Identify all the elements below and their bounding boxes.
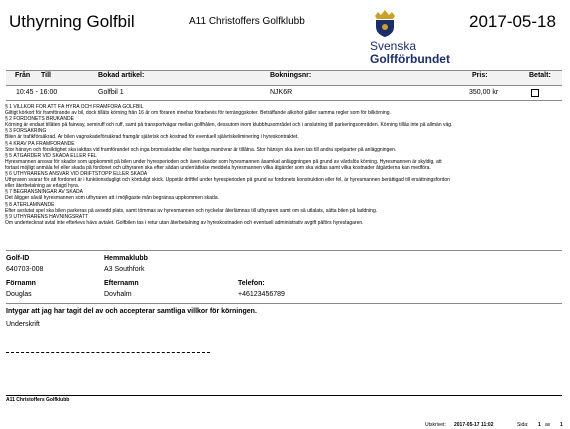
paid-checkbox[interactable] [531,89,539,97]
svenska-golfforbundet-logo [370,10,452,74]
footer-rule [6,395,562,396]
first-name-label: Förnamn [6,280,36,287]
terms-line: § 2 FORDONETS BRUKANDE [5,116,74,123]
col-article: Bokad artikel: [98,72,145,79]
home-club-value: A3 Southfork [104,266,145,273]
first-name-value: Douglas [6,291,32,298]
footer-club-name: A11 Christoffers Golfklubb [6,397,70,403]
logo-line-1: Svenska [370,39,417,53]
printed-timestamp: 2017-05-17 11:02 [454,422,494,428]
phone-label: Telefon: [238,280,265,287]
document-title: Uthyrning Golfbil [9,12,135,31]
booking-number: NJK6R [270,89,293,96]
terms-line: fortast möjligt anmäla fel eller skada på fordonet och uthyraren ska efter sådan underrättelse meddela hyresmannen vilka åtgärder som ska vidtas samt vilka kostnader åtgärderna kan medföra. [5,164,431,171]
golf-id-value: 640703-008 [6,266,44,273]
booking-price: 350,00 kr [469,89,499,96]
page-label: Sida: [517,422,529,428]
terms-line: Körning är endast tillåten på fairway, semiruff och ruff, samt på transportvägar mellan golfhålen, dessutom inom klubbhusområdet och i anslutning till parkeringsområden. Körning tillås inte på allmän väg. [5,122,453,129]
terms-line: § 5 ÅTGÄRDER VID SKADA ELLER FEL [5,152,97,159]
booking-article: Golfbil 1 [98,89,124,96]
club-name: A11 Christoffers Golfklubb [189,16,305,27]
terms-line: § 4 KRAV PÅ FRAMFÖRANDE [5,140,75,147]
terms-line: Hyresmannen ansvar för skador som uppkommit på bilen under hyresperioden och även skador som hyresmannen åsamkat anläggningen på grund av vårdslös körning. Hyresmannen är skyldig, att [5,158,442,165]
page-total: 1 [560,422,563,428]
terms-line: Giltigt körkort för framförande av bil, dock tillåts körning från 16 år om föraren innehar förarbevis för terränggskoter. Beträffande alkohol gäller samma regler som för bilkörning. [5,110,391,117]
terms-line: Uthyraren svarar för att fordonet är i funktionsdugligt och körduligt skick. Uppstår driftfel under hyresperioden på grund av fordonets konstruktion eller fel, är hyresmannen berättigad till ersättningsfordon [5,177,450,184]
logo-line-2: Golfförbundet [370,52,450,66]
terms-line: § 8 ÅTERLÄMNANDE [5,201,55,208]
logo-text [370,40,450,66]
last-name-value: Dovhalm [104,291,132,298]
divider [6,250,562,251]
divider [6,303,562,304]
terms-line: § 6 UTHYRARENS ANSVAR VID DRIFTSTOPP ELLER SKADA [5,171,148,178]
terms-section [5,104,565,226]
phone-value: +46123456789 [238,291,285,298]
golf-id-label: Golf-ID [6,255,30,262]
document-date: 2017-05-18 [469,12,556,31]
col-to: Till [41,72,51,79]
terms-line: Det åligger såväl hyresmannen som uthyraren att i möjligaste mån begränsa uppkommen skada. [5,195,219,202]
home-club-label: Hemmaklubb [104,255,148,262]
page-number: 1 [538,422,541,428]
signature-label: Underskrift [6,321,40,328]
terms-line: § 1 VILLKOR FÖR ATT FÅ HYRA OCH FRAMFÖRA GOLFBIL [5,104,144,110]
printed-label: Utskrivet: [425,422,446,428]
terms-line: Efter avslutat spel ska bilen parkeras på avsedd plats, samt tömmas av hyresmannen och nyckelar återlämnas till uthyraren samt om så utlalats, sätta bilen på laddning. [5,207,378,214]
crown-shield-icon [372,10,398,38]
col-price: Pris: [472,72,488,79]
terms-line: Om undertecknat avtal inte efterlevs hävs avtalet. Golfbilen tas i retur utan återbetalning av hyreskostnaden och eventuell administrativ avgift påförs hyrestagaren. [5,219,364,226]
signature-line [6,352,210,353]
last-name-label: Efternamn [104,280,139,287]
col-booking-nr: Bokningsnr: [270,72,312,79]
col-paid: Betalt: [529,72,551,79]
terms-line: § 3 FÖRSÄKRING [5,128,47,135]
acceptance-statement: Intygar att jag har tagit del av och accepterar samtliga villkor för körningen. [6,308,257,315]
divider [6,100,562,101]
col-from: Från [15,72,31,79]
terms-line: § 7 BEGRÄNSNINGAR AV SKADA [5,189,83,196]
page-of-label: av [545,422,551,428]
terms-line: Bilen är trafikförsäkrad. Är bilen vagnskadeförsäkrad framgår självrisk och kostnad för eventuell självriskeliminering i hyreskontraktet. [5,134,299,141]
booking-time: 10:45 - 16:00 [16,89,58,96]
terms-line: § 9 UTHYRARENS HÄVNINGSRÄTT [5,213,89,220]
terms-line: eller återbetalning av erlagd hyra. [5,183,80,190]
terms-line: Stor hänsyn och försiktighet ska iakttas vid framförandet och inga bromssladdar eller hastiga manövrar är tillåtna. Stor hänsyn ska även tas till andra spelparter på anläggningen. [5,146,397,153]
booking-table-header [6,70,562,86]
